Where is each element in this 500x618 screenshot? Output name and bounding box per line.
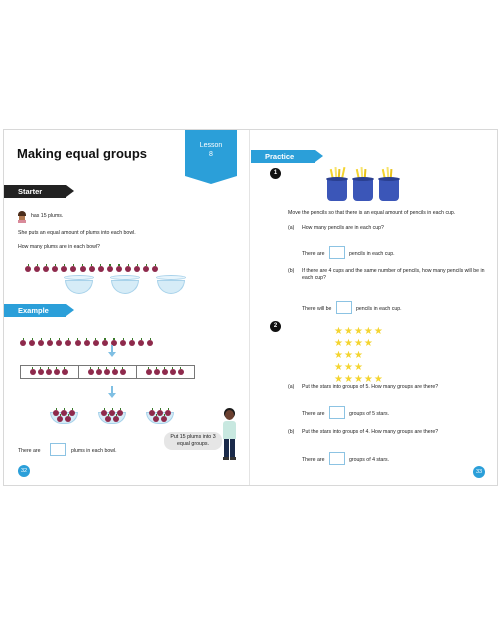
example-answer-box[interactable] <box>50 443 66 456</box>
plum-icon <box>116 266 122 272</box>
starter-heading: Starter <box>18 187 43 196</box>
star-row <box>334 369 384 385</box>
plum-icon <box>38 340 44 346</box>
example-sentence-end: plums in each bowl. <box>71 448 117 454</box>
star-icon: ★ <box>343 374 353 385</box>
star-row <box>334 321 384 337</box>
star-icon: ★ <box>363 326 373 337</box>
plum-icon <box>93 340 99 346</box>
plum-icon <box>105 416 111 422</box>
plum-icon <box>69 410 75 416</box>
plum-icon <box>138 340 144 346</box>
plum-icon <box>129 340 135 346</box>
q1b-text: If there are 4 cups and the same number of pencils, how many pencils will be in each cup? <box>302 268 485 281</box>
practice-heading: Practice <box>265 152 295 161</box>
plum-icon <box>98 266 104 272</box>
example-banner <box>4 304 66 317</box>
plum-icon <box>162 369 168 375</box>
plum-icon <box>65 340 71 346</box>
speech-bubble: Put 15 plums into 3 equal groups. <box>164 432 222 450</box>
plum-group-cell <box>136 366 194 378</box>
plum-icon <box>153 416 159 422</box>
q1b-answer-box[interactable] <box>336 301 352 314</box>
plum-icon <box>54 369 60 375</box>
star-icon: ★ <box>334 362 343 373</box>
plum-icon <box>75 340 81 346</box>
star-icon: ★ <box>334 326 343 337</box>
practice-banner <box>251 150 315 163</box>
plum-icon <box>157 410 163 416</box>
plum-icon <box>154 369 160 375</box>
plum-bowl-icon <box>98 406 128 428</box>
down-arrow-icon <box>111 386 113 394</box>
plum-icon <box>29 340 35 346</box>
q2a-label: (a) <box>288 384 295 390</box>
plum-icon <box>107 266 113 272</box>
q1a-sentence-end: pencils in each cup. <box>349 251 395 257</box>
q1a-sentence-start: There are <box>302 251 325 257</box>
plum-icon <box>161 416 167 422</box>
q2a-sentence-start: There are <box>302 411 325 417</box>
pencil-cup-icon <box>327 165 347 201</box>
q2a-sentence-end: groups of 5 stars. <box>349 411 390 417</box>
q2b-answer-box[interactable] <box>329 452 345 465</box>
star-icon: ★ <box>334 338 343 349</box>
plum-icon <box>149 410 155 416</box>
q2b-label: (b) <box>288 429 295 435</box>
starter-question: How many plums are in each bowl? <box>18 244 100 250</box>
question-2-number: 2 <box>270 321 281 332</box>
plum-icon <box>165 410 171 416</box>
plum-icon <box>43 266 49 272</box>
lesson-number: 8 <box>209 151 213 158</box>
plum-icon <box>125 266 131 272</box>
plum-icon <box>113 416 119 422</box>
lesson-tab <box>185 130 237 176</box>
empty-bowl-icon <box>156 275 186 294</box>
plum-icon <box>120 369 126 375</box>
plum-icon <box>146 369 152 375</box>
plum-icon <box>20 340 26 346</box>
plum-icon <box>80 266 86 272</box>
example-plum-row <box>20 333 156 351</box>
plum-icon <box>47 340 53 346</box>
star-icon: ★ <box>353 350 363 361</box>
plum-icon <box>109 410 115 416</box>
plum-icon <box>152 266 158 272</box>
plum-icon <box>25 266 31 272</box>
plum-icon <box>143 266 149 272</box>
q1a-answer-box[interactable] <box>329 246 345 259</box>
star-icon: ★ <box>353 326 363 337</box>
plum-icon <box>104 369 110 375</box>
plum-group-cell <box>78 366 136 378</box>
left-page <box>4 130 249 485</box>
starter-line1: has 15 plums. <box>31 213 64 219</box>
star-icon: ★ <box>363 338 373 349</box>
question-1-number: 1 <box>270 168 281 179</box>
girl-avatar <box>18 211 26 222</box>
q2a-text: Put the stars into groups of 5. How many groups are there? <box>302 384 439 390</box>
plum-icon <box>34 266 40 272</box>
plum-icon <box>102 340 108 346</box>
star-icon: ★ <box>343 362 353 373</box>
plum-bowl-icon <box>146 406 176 428</box>
q1a-text: How many pencils are in each cup? <box>302 225 384 231</box>
plum-icon <box>70 266 76 272</box>
plum-icon <box>84 340 90 346</box>
plum-icon <box>52 266 58 272</box>
plum-icon <box>56 340 62 346</box>
plum-icon <box>30 369 36 375</box>
plum-icon <box>62 369 68 375</box>
star-icon: ★ <box>343 326 353 337</box>
plum-group-cell <box>21 366 78 378</box>
boy-figure <box>221 408 237 466</box>
example-heading: Example <box>18 306 49 315</box>
star-icon: ★ <box>334 374 343 385</box>
star-icon: ★ <box>373 326 383 337</box>
q2b-sentence-end: groups of 4 stars. <box>349 457 390 463</box>
down-arrow-icon <box>111 345 113 353</box>
plum-groups-strip <box>20 365 195 379</box>
plum-icon <box>65 416 71 422</box>
star-icon: ★ <box>353 338 363 349</box>
plum-icon <box>88 369 94 375</box>
empty-bowl-icon <box>110 275 140 294</box>
plum-icon <box>134 266 140 272</box>
plum-icon <box>38 369 44 375</box>
plum-icon <box>46 369 52 375</box>
pencil-cups <box>327 165 407 201</box>
star-icon: ★ <box>334 350 343 361</box>
q1a-label: (a) <box>288 225 295 231</box>
q2a-answer-box[interactable] <box>329 406 345 419</box>
right-page <box>251 130 497 485</box>
lesson-label: Lesson <box>199 142 223 149</box>
plum-icon <box>61 410 67 416</box>
q1b-sentence-start: There will be <box>302 306 332 312</box>
empty-bowl-icon <box>64 275 94 294</box>
q1b-label: (b) <box>288 268 295 274</box>
page-number-right: 33 <box>473 466 485 478</box>
plum-icon <box>120 340 126 346</box>
plum-icon <box>101 410 107 416</box>
plum-icon <box>112 369 118 375</box>
plum-icon <box>61 266 67 272</box>
pencil-cup-icon <box>379 165 399 201</box>
plum-icon <box>57 416 63 422</box>
star-icon: ★ <box>373 374 383 385</box>
starter-line2: She puts an equal amount of plums into each bowl. <box>18 230 136 236</box>
star-row <box>334 345 384 361</box>
page-spine <box>249 130 250 485</box>
star-icon: ★ <box>353 362 363 373</box>
star-icon: ★ <box>363 374 373 385</box>
plum-icon <box>117 410 123 416</box>
star-icon: ★ <box>343 350 353 361</box>
star-row <box>334 357 384 373</box>
starter-banner <box>4 185 66 198</box>
q1b-sentence-end: pencils in each cup. <box>356 306 402 312</box>
plum-icon <box>89 266 95 272</box>
page-title: Making equal groups <box>17 146 148 161</box>
star-icon: ★ <box>353 374 363 385</box>
star-icon: ★ <box>343 338 353 349</box>
plum-icon <box>170 369 176 375</box>
pencil-cup-icon <box>353 165 373 201</box>
plum-bowl-icon <box>50 406 80 428</box>
q1-instruction: Move the pencils so that there is an equal amount of pencils in each cup. <box>288 210 456 216</box>
page-number-left: 32 <box>18 465 30 477</box>
plum-icon <box>147 340 153 346</box>
star-grid <box>334 321 384 385</box>
workbook-spread <box>3 129 498 486</box>
plum-icon <box>53 410 59 416</box>
q2b-text: Put the stars into groups of 4. How many groups are there? <box>302 429 439 435</box>
q2b-sentence-start: There are <box>302 457 325 463</box>
plum-icon <box>96 369 102 375</box>
example-sentence-start: There are <box>18 448 41 454</box>
plum-icon <box>178 369 184 375</box>
